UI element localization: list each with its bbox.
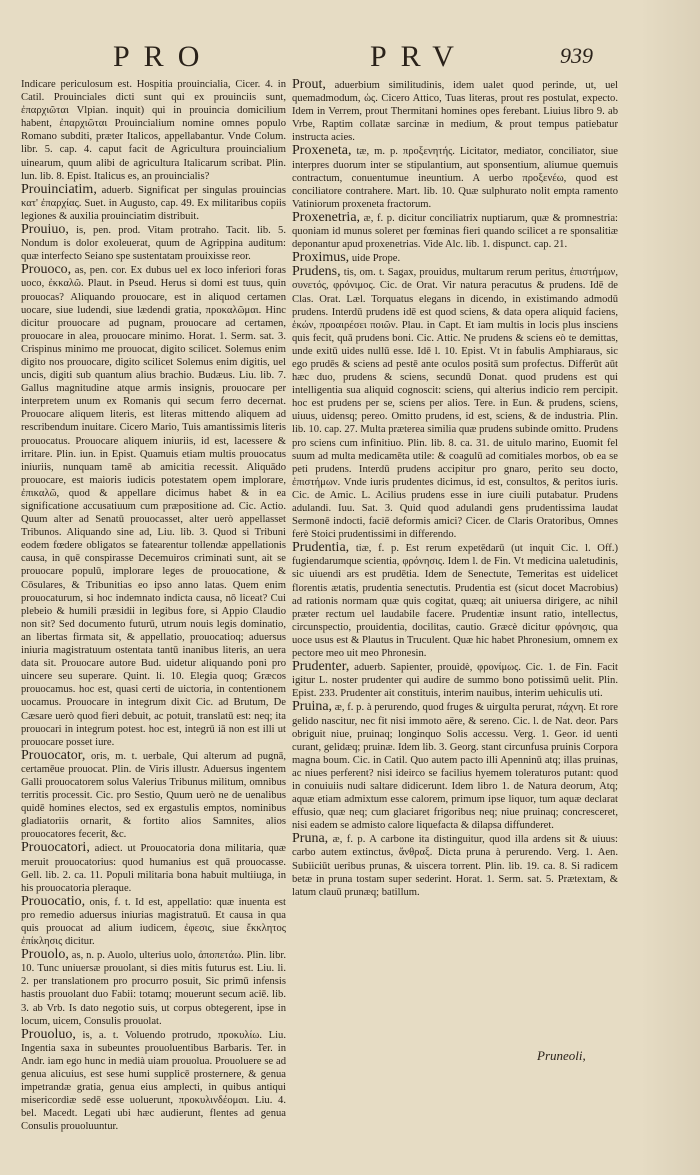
entry-headword: Proxeneta, — [292, 143, 352, 159]
entry-text: as, n. p. Auolo, ulterius uolo, ἀποπετάω. Plin. libr. 10. Tunc uniuersæ prouolant, si dies mitis futurus est. Liu. li. 2. per translationem pro procurro posuit, Sic primū infensis hastis prouolant duo Fabii: totamq; mouerunt secum aciē. lib. 3. ab Vrb. Is dato negotio suis, ut corpus obtegerent, ipse in locum, uicem, Consulis prouolat. — [21, 950, 286, 1027]
entry-text: adiect. ut Prouocatoria dona militaria, quæ meruit prouocatorius: quod humanius est quā prouocasse. Gell. lib. 2. ca. 11. Populi militaria bona habuit multiiuga, in his prouocatoria pleraque. — [21, 843, 286, 894]
dictionary-entry — [21, 895, 286, 948]
entry-headword: Prouiuo, — [21, 222, 69, 238]
catchword: Pruneoli, — [537, 1048, 586, 1063]
entry-headword: Prouocatori, — [21, 840, 90, 856]
entry-text: onis, f. t. Id est, appellatio: quæ inuenta est pro remedio aduersus iniurias magistratuū. Et causa in qua quis prouocat ad alium iudicem, ἐφεσις, siue ἔκκλητος ἐπίκλησις dicitur. — [21, 896, 286, 948]
entry-text: tiæ, f. p. Est rerum expetēdarū (ut inquit Cic. l. Off.) fugiendarumque scientia, φρόνησις. Idem l. de Fin. Vt medicina ualetudinis, sic uiuendi ars est prudētia. Idem de Senectute, Temeritas est uidelicet florentis ætatis, prudentia senectutis. Prudentia est (sicut docet Macrobius) ad rationis normam quæ quis cogitat, quæq; ait uniuersa dirigere, ac nihil præter rectum uel laudabile facere. Prudentiæ insunt ratio, intellectus, circunspectio, prouidentia, docilitas, cautio. Græcè dicitur φρόνησις, qua uoce usus est & Plautus in Truculent. Quæ hic habet Phronesium, omnem ex pectore meo uit meo Phronesin. — [292, 543, 618, 660]
dictionary-entry — [21, 1028, 286, 1134]
dictionary-entry — [292, 541, 618, 660]
dictionary-entry — [292, 265, 618, 541]
dictionary-entry — [21, 841, 286, 894]
dictionary-entry — [292, 832, 618, 898]
entry-headword: Proxenetria, — [292, 209, 361, 225]
entry-headword: Prouolo, — [21, 947, 69, 963]
header-left-title: PRO — [113, 40, 214, 73]
dictionary-entry — [21, 78, 286, 183]
dictionary-entry — [21, 263, 286, 748]
entry-text: is, pen. prod. Vitam protraho. Tacit. lib. 5. Nondum is dolor exoleuerat, quum de Agrippina auditum: quæ interfecto Seiano spe sustentatam prouixisse reor. — [21, 225, 286, 263]
dictionary-entry — [292, 78, 618, 144]
entry-text: Indicare periculosum est. Hospitia prouincialia, Cicer. 4. in Catil. Prouinciales dicti sunt qui ex prouinciis sunt, ἐπαρχιῶται Vlpian. inquit) qui in prouincia domicilium habent, ἐπαρχιῶται Prouincialium nomine omnes populo Romano subditi, præter Italicos, appellabantur. Vnde Colum. libr. 5. cap. 4. caput facit de Agricultura prouincialium uinearum, quum alibi de agricultura Italicarum scribat. Plin. lun. lib. 8. Epist. Italicus es, an prouincialis? — [21, 79, 286, 182]
dictionary-entry — [292, 660, 618, 700]
dictionary-entry — [21, 948, 286, 1028]
entry-headword: Prouocatio, — [21, 893, 86, 909]
entry-text: aduerb. Significat per singulas prouincias κατ' ἐπαρχίας. Suet. in Augusto, cap. 49. Ex militaribus copiis legiones & auxilia prouinciatim distribuit. — [21, 184, 286, 222]
entry-headword: Pruna, — [292, 831, 329, 847]
entry-text: is, a. t. Voluendo protrudo, προκυλίω. Liu. Ingentia saxa in subeuntes prouoluentibus Barbaris. Ter. in Andr. iam ego hunc in medià uiam prouolua. Prouoluere se ad genua alicuius, est sese humi supplicē prosternere, & genua impetrandæ gratia, genua eius amplecti, in quibus antiqui misericordiæ sedē esse uoluerunt, προκυλινδέομαι. Liu. 4. bel. Macedt. Legati ubi hæc audierunt, flentes ad genua Consulis prouoluuntur. — [21, 1029, 286, 1133]
entry-headword: Prouocator, — [21, 747, 86, 763]
entry-headword: Pruina, — [292, 699, 333, 715]
left-column — [21, 78, 286, 1134]
dictionary-entry — [292, 211, 618, 251]
entry-text: tis, om. t. Sagax, prouidus, multarum rerum peritus, ἐπιστήμων, συνετός, φρόνιμος. Cic. de Orat. Vir natura peracutus & prudens. Idē de Clas. Orat. Læl. Torquatus elegans in dicendo, in existimando admodū prudens. Interdū prudens idē est quod sciens, & data opera aliquid faciens, ἑκών, προαιρέσει ποιῶν. Plau. in Capt. Et iam multis in locis plus insciens quis fecit, quā prudens boni. Cic. Attic. Ne prudens & sciens eò te demittas, unde exitū uides nullū esse. Idē l. 10. Epist. Vt in fabulis Amphiaraus, sic ego prudēs & sciens ad pestē ante oculos positā sum profectus. Differūt aūt hæc duo, prudens & sciens, secundū Donat. quod prudens est qui intelligentia sua aliquid cognoscit: sciens, qui alterius indicio rem percipit. hoc est prudens per se, sciens per alios. Tere. in Eun. & prudens, sciens, uiuus, uidensq; pereo. Omitto prudens, id est, sciens, & de industria. Plin. lib. 10. cap. 27. Multa præterea similia quæ prudens subinde omitto. Prudens pro sciens cum infinitiuo. Plin. lib. 8. ca. 31. de uitulo marino, Euomit fel suum ad multa medicamēta utile: & coagulū ad comitiales morbos, ob ea se peti prudens. Interdū prudens accipitur pro gnaro, perito seu docto, ἐπιστήμων. Vnde iuris prudentes dicimus, id est, consultos, & peritos iuris. Cic. de Amic. L. Acilius prudens esse in iure ciuili putabatur. Prudens adulandi. Iuu. Sat. 3. Quid quod adulandi gens prudentissima laudat Sermonē indocti, faciē deformis amici? Cicer. de Claris Oratoribus, Omnes ferè Stoici prudentissimi in differendo. — [292, 267, 619, 541]
entry-headword: Prouinciatim, — [21, 181, 97, 197]
entry-text: aduerb. Sapienter, prouidè, φρονίμως. Cic. 1. de Fin. Facit igitur L. noster prudenter qui audire de summo bono potissimū uelit. Plin. Epist. 233. Prudenter ait constituis, interim nauibus, interim uehiculis uti. — [292, 662, 618, 700]
header-right-title: PRV — [370, 40, 468, 73]
dictionary-entry — [292, 144, 618, 210]
entry-headword: Prudenter, — [292, 659, 350, 675]
entry-headword: Prouoco, — [21, 262, 72, 278]
entry-text: uide Prope. — [351, 253, 401, 265]
dictionary-entry — [21, 749, 286, 842]
entry-text: oris, m. t. uerbale, Qui alterum ad pugnā, certamēue prouocat. Plin. de Viris illustr. Aduersus ingentem Galli prouocatorem solus Valerius Tribunus militum, omnibus territis processit. Cic. pro Sestio, Quum uerò ne de uenalibus quidē homines electos, sed ex ergastulis emptos, nominibus gladiatoriis ornarit, & fortito alios Samnites, alios prouocatores fecerit, &c. — [21, 750, 286, 841]
entry-headword: Prudens, — [292, 264, 341, 280]
entry-headword: Prudentia, — [292, 540, 350, 556]
entry-text: æ, f. p. à perurendo, quod fruges & uirgulta perurat, πάχνη. Et rore gelido nascitur, nec fit nisi immoto aëre, & sereno. Cic. l. de Nat. deor. Pars obriguit niue, pruinaq; longinquo Solis accessu. Verg. 1. Geor. id uenti curant, gelidæq; pruinæ. Idem lib. 3. Georg. stant circunfusa pruinis Corpora magna boum. Cic. in Catil. Quo autem pacto illi Apenninū atq; illas pruinas, ac niues perferent? nisi ideirco se facilius hyemem toleraturos putant: quod in conuiuiis nudi saltare didicerunt. Idem libro 1. de Natura deorum, Atq; aquæ etiam admixtum esse calorem, primum ipse liquor, tum aquæ declarat effusio, quæ neq; cum glaciaret frigoribus neq; niue pruinaq; concresceret, nisi eadem se admisto calore liquefacta & dilapsa diffunderet. — [292, 702, 618, 832]
right-column — [292, 78, 618, 899]
page-number: 939 — [560, 43, 593, 68]
entry-headword: Prout, — [292, 77, 326, 92]
page-edge-shadow — [640, 0, 700, 1175]
dictionary-entry — [292, 700, 618, 832]
running-header — [0, 40, 700, 76]
entry-headword: Prouoluo, — [21, 1026, 76, 1042]
entry-text: æ, f. p. A carbone ita distinguitur, quod illa ardens sit & uiuus: carbo autem extinctus, ἄνθραξ. Dicta pruna à perurendo. Verg. 1. Aen. Subiiciūt ueribus prunas, & uiscera torrent. Plin. lib. 19. ca. 8. Si radicem betæ in pruna tostam super sederint. Horat. 1. Serm. sat. 5. Prætextam, & latum clauū prunæq; batillum. — [292, 834, 618, 898]
entry-text: aduerbium similitudinis, idem ualet quod perinde, ut, uel quemadmodum, ὡς. Cicero Attico, Tuas literas, prout res postulat, expecto. Idem in Verrem, prout Thermitani homines opes ferebant. Liuius libro 9. ab Vrbe, Raptim collatæ sarcinæ in medium, & prout tempus patiebatur instructa acies. — [292, 80, 619, 144]
dictionary-entry — [21, 223, 286, 263]
entry-text: tæ, m. p. προξενητής. Licitator, mediator, conciliator, siue interpres duorum inter se stipulantium, aut sponsentium, aliumue quemuis contractum, conuentumue ineuntium. A uerbo προξενέω, quod est conciliatore contrahere. Mart. lib. 10. Quæ sulphurato nolit empta ramento Vatiniorum proxeneta fractorum. — [292, 146, 619, 210]
dictionary-entry — [21, 183, 286, 223]
entry-text: æ, f. p. dicitur conciliatrix nuptiarum, quæ & promnestria: quoniam id munus soleret per fœminas fieri quando scilicet a re sponsalitiæ deponantur apud proxenetrias. Vide Alc. lib. 1. dispunct. cap. 21. — [292, 212, 618, 251]
entry-headword: Proximus, — [292, 250, 350, 266]
entry-text: as, pen. cor. Ex dubus uel ex loco inferiori foras uoco, ἐκκαλῶ. Plaut. in Pseud. Herus si domi est tuus, quin prouocas? Aliquando prouocare, est in aliquod certamen uocare, siue ludendi, siue lædendi gratia, προκαλῶμαι. Hinc dicitur prouocare ad pugnam, prouocare ad certamen, prouocare in alea, prouocare minimo. Horat. 1. Serm. sat. 3. Crispinus minimo me prouocat, digito scilicet. Solemus enim digito nos prouocare, digito scilicet Solemus enim digitis, uel uncis, digiti sub quantum alius brachio. Budæus. Liu. lib. 7. Gallus magnitudine atque armis insignis, prouocare per interpretem unum ex Romanis qui secum ferro decernat. Prouocare aliquem literis, est literas mittendo aliquem ad rescribendum inuitare. Cicero Mario, Tuis amantissimis literis prouocatus. Prouocare aliquem iniuriis, id est, lacessere & irritare. Plin. iun. in Epist. Quamuis etiam multis prouocatus iniuriis, nunquam tamē ab amicitia recessit. Aliquādo prouocare, est maioris iudicis potestatem opem implorare, ἐπικαλῶ, quod & appellare dicimus habet & in ea significatione accusatiuum cum præpositione ad. Cic. Actio. Quum alter ad Senatū prouocasset, alter uerò appellasset Tribunos. Aliquando sine ad, Liu. lib. 3. Quod si Tribuni eodem fœdere obligatos se fatearentur tollendæ appellationis causa, in quē conspirasse Decemuiros criminati sunt, ait se prouocare populū, implorare leges de prouocatione, & Cōsulares, & Tribunitias eo ipso anno latas. Quem enim prouocaturum, si hoc indemnato indicta causa, nō liceat? Cui plebeio & humili præsidii in legibus fore, si Appio Claudio non sit? Sed documento futurū, utrum nouis legis dominatio, an libertas firmata sit, & appellatio, prouocatioq; aduersus iniuria magistratuum ostentata tantū inanibus literis, an uera data sit. Prouocare autore Bud. uidetur aliquando poni pro uincere seu superare. Quint. li. 10. Elegia quoq; Græcos prouocamus. hoc est, quasi certi de uictoria, in contentionem uocamus. Prouocare in integrum dixit Cic. ad Brutum, De Cæsare uerò quod fieri debuit, ac potuit, translatū est: neq; ita prouocari in integrum potest. hoc est, integrū iā non est illi ut prouocare posset iure. — [21, 265, 286, 748]
dictionary-entry — [292, 251, 618, 265]
